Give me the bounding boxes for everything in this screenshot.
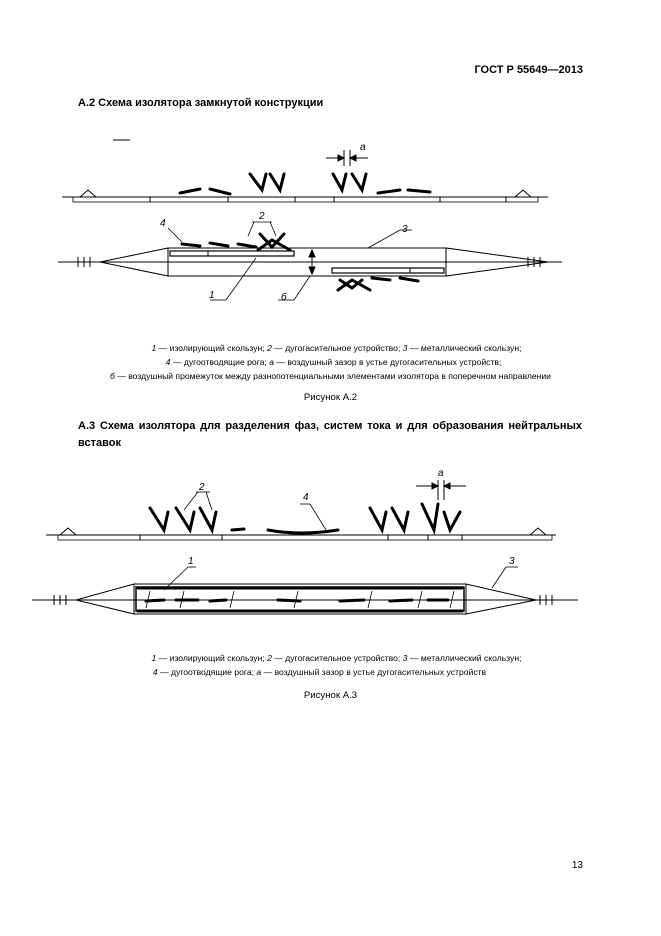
- legend-a2-line3: б — воздушный промежуток между разнопотенциальными элементами изолятора в поперечном направлении: [110, 371, 551, 381]
- figure-a3-diagram: [0, 460, 661, 630]
- page-number: 13: [571, 860, 583, 871]
- document-header: ГОСТ Р 55649—2013: [474, 64, 583, 76]
- label-4: 4: [303, 492, 309, 503]
- label-4: 4: [160, 218, 166, 229]
- legend-a3: [0, 651, 661, 679]
- legend-a2: [0, 341, 661, 383]
- label-1: 1: [188, 556, 194, 567]
- label-1: 1: [209, 290, 215, 301]
- label-2: 2: [199, 482, 205, 493]
- legend-a3-line2: 4 — дугоотводящие рога; а — воздушный зазор в устье дугогасительных устройств: [152, 667, 487, 677]
- figure-a3-caption: Рисунок А.3: [303, 690, 358, 701]
- label-b: б: [281, 292, 287, 303]
- legend-a3-line1: 1 — изолирующий скользун; 2 — дугогасительное устройство; 3 — металлический скользун;: [151, 653, 522, 663]
- figure-a2-caption: Рисунок А.2: [303, 392, 358, 403]
- label-3: 3: [402, 224, 408, 235]
- section-a3-title: А.3 Схема изолятора для разделения фаз, систем тока и для образования нейтральных вставок: [78, 420, 582, 449]
- label-3: 3: [509, 556, 515, 567]
- label-a: a: [360, 142, 366, 153]
- label-a: a: [438, 468, 444, 479]
- legend-a2-line2: 4 — дугоотводящие рога; а — воздушный зазор в устье дугогасительных устройств;: [165, 357, 502, 367]
- section-a2-title: А.2 Схема изолятора замкнутой конструкции: [78, 97, 324, 109]
- legend-a2-line1: 1 — изолирующий скользун; 2 — дугогасительное устройство; 3 — металлический скользун;: [151, 343, 522, 353]
- label-2: 2: [259, 211, 265, 222]
